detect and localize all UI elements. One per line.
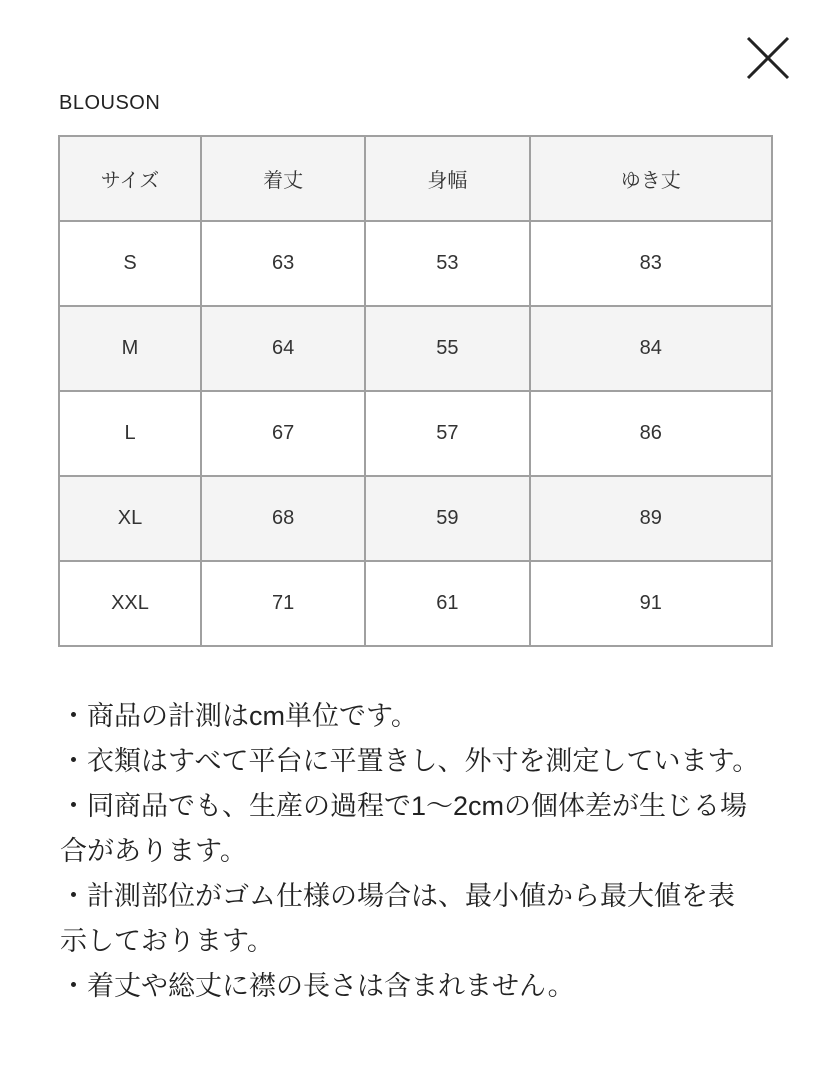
table-cell: 59 [365,476,529,561]
table-row [59,306,772,391]
table-cell: 86 [530,391,773,476]
table-cell: 55 [365,306,529,391]
note: ・計測部位がゴム仕様の場合は、最小値から最大値を表示しております。 [60,881,735,956]
table-cell: M [59,306,201,391]
product-title: BLOUSON [59,92,161,114]
header-cell: 身幅 [365,136,529,221]
table-row [59,561,772,646]
table-cell: 53 [365,221,529,306]
measurement-notes [60,694,760,1009]
table-cell: 64 [201,306,365,391]
close-icon [744,34,792,82]
table-cell: 57 [365,391,529,476]
table-cell: 84 [530,306,773,391]
table-cell: S [59,221,201,306]
table-cell: 83 [530,221,773,306]
note: ・同商品でも、生産の過程で1〜2cmの個体差が生じる場合があります。 [60,791,748,866]
table-cell: 67 [201,391,365,476]
header-cell: 着丈 [201,136,365,221]
note: ・衣類はすべて平台に平置きし、外寸を測定しています。 [60,746,760,776]
table-cell: 91 [530,561,773,646]
note: ・着丈や総丈に襟の長さは含まれません。 [60,971,575,1001]
table-cell: 71 [201,561,365,646]
note: ・商品の計測はcm単位です。 [60,701,418,731]
table-cell: 89 [530,476,773,561]
size-table [58,135,773,647]
table-row [59,391,772,476]
table-cell: L [59,391,201,476]
header-cell: ゆき丈 [530,136,773,221]
table-cell: XL [59,476,201,561]
table-cell: XXL [59,561,201,646]
close-button[interactable] [744,34,792,82]
table-cell: 63 [201,221,365,306]
table-header-row [59,136,772,221]
table-row [59,476,772,561]
table-cell: 61 [365,561,529,646]
header-cell: サイズ [59,136,201,221]
table-row [59,221,772,306]
table-cell: 68 [201,476,365,561]
